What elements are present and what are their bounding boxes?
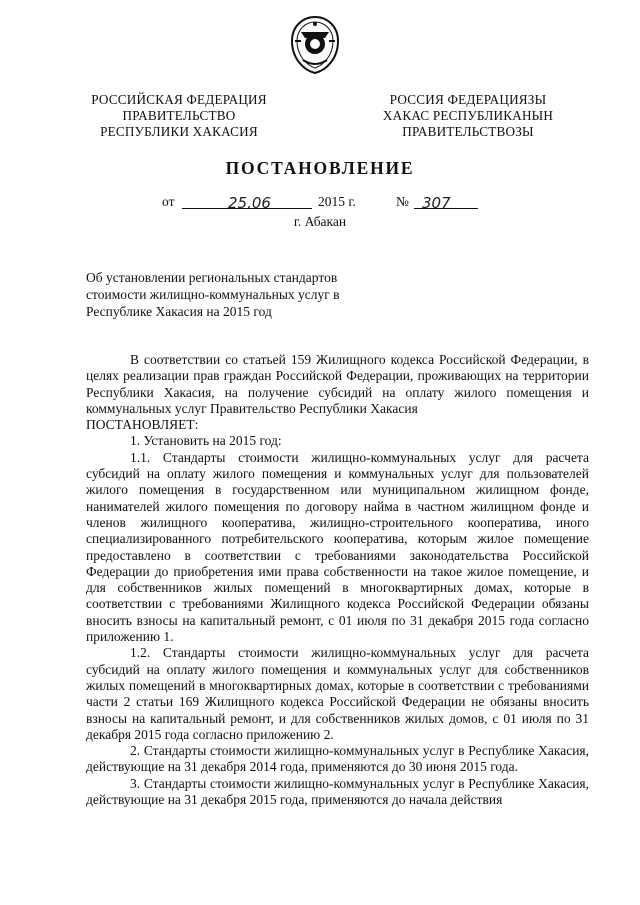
document-body (86, 352, 589, 808)
body-paragraph: 1. Установить на 2015 год: (130, 433, 282, 449)
body-paragraph: 1.1. Стандарты стоимости жилищно-коммунальных услуг для расчета субсидий на оплату жилого помещения и коммунальных услуг для пользователей жилого помещения в государственном или муниципальном жилищном фонде, нанимателей жилого помещения по договору найма в частном жилищном фонде и членов жилищного кооператива, жилищно-строительного кооператива, иного специализированного потребительского кооператива, которым жилое помещение предоставлено в соответствии с требованиями законодательства Российской Федерации до приобретения ими права собственности на такое жилое помещение, и для собственников жилых помещений в многоквартирных домах, которые в соответствии с требованиями Жилищного кодекса Российской Федерации обязаны вносить взносы на капитальный ремонт, с 01 июля по 31 декабря 2015 года согласно приложению 1. (86, 449, 589, 645)
document-subject: Об установлении региональных стандартов стоимости жилищно-коммунальных услуг в Республике Хакасия на 2015 год (86, 270, 340, 319)
header-right-block (370, 92, 566, 140)
body-paragraph: 3. Стандарты стоимости жилищно-коммунальных услуг в Республике Хакасия, действующие на 31 декабря 2015 года, применяются до начала действия (86, 775, 589, 808)
handwritten-date: 25.06 (228, 194, 271, 212)
header-left-line: ПРАВИТЕЛЬСТВО (122, 108, 236, 123)
header-left-line: РЕСПУБЛИКИ ХАКАСИЯ (100, 124, 258, 139)
date-prefix: от (162, 194, 175, 209)
date-number-line (162, 194, 482, 214)
number-sign: № (396, 194, 409, 209)
header-right-line: РОССИЯ ФЕДЕРАЦИЯЗЫ (389, 92, 547, 107)
body-paragraph: 1.2. Стандарты стоимости жилищно-коммунальных услуг для расчета субсидий на оплату жилого помещения и коммунальных услуг для собственников жилых помещений в многоквартирных домах, которые в соответствии с требованиями части 2 статьи 169 Жилищного кодекса Российской Федерации не обязаны вносить взносы на капитальный ремонт, и для собственников жилых домов, с 01 июля по 31 декабря 2015 года согласно приложению 2. (86, 645, 589, 742)
coat-of-arms-icon (287, 14, 343, 76)
header-left-block (84, 92, 274, 140)
header-right-line: ХАКАС РЕСПУБЛИКАНЫН (382, 108, 554, 123)
body-paragraph-resolves: ПОСТАНОВЛЯЕТ: (86, 417, 199, 433)
handwritten-number: 307 (422, 194, 451, 212)
date-year: 2015 г. (318, 194, 356, 209)
header-right-line: ПРАВИТЕЛЬСТВОЗЫ (402, 124, 534, 139)
body-paragraph: 2. Стандарты стоимости жилищно-коммунальных услуг в Республике Хакасия, действующие на 31 декабря 2014 года, применяются до 30 июня 2015 года. (86, 743, 589, 775)
body-paragraph: В соответствии со статьей 159 Жилищного кодекса Российской Федерации, в целях реализации прав граждан Российской Федерации, проживающих на территории Республики Хакасия, на получение субсидий на оплату жилого помещения и коммунальных услуг Правительство Республики Хакасия (86, 352, 589, 416)
header-left-line: РОССИЙСКАЯ ФЕДЕРАЦИЯ (91, 92, 267, 107)
document-title: ПОСТАНОВЛЕНИЕ (225, 158, 415, 178)
city-line: г. Абакан (293, 214, 347, 229)
